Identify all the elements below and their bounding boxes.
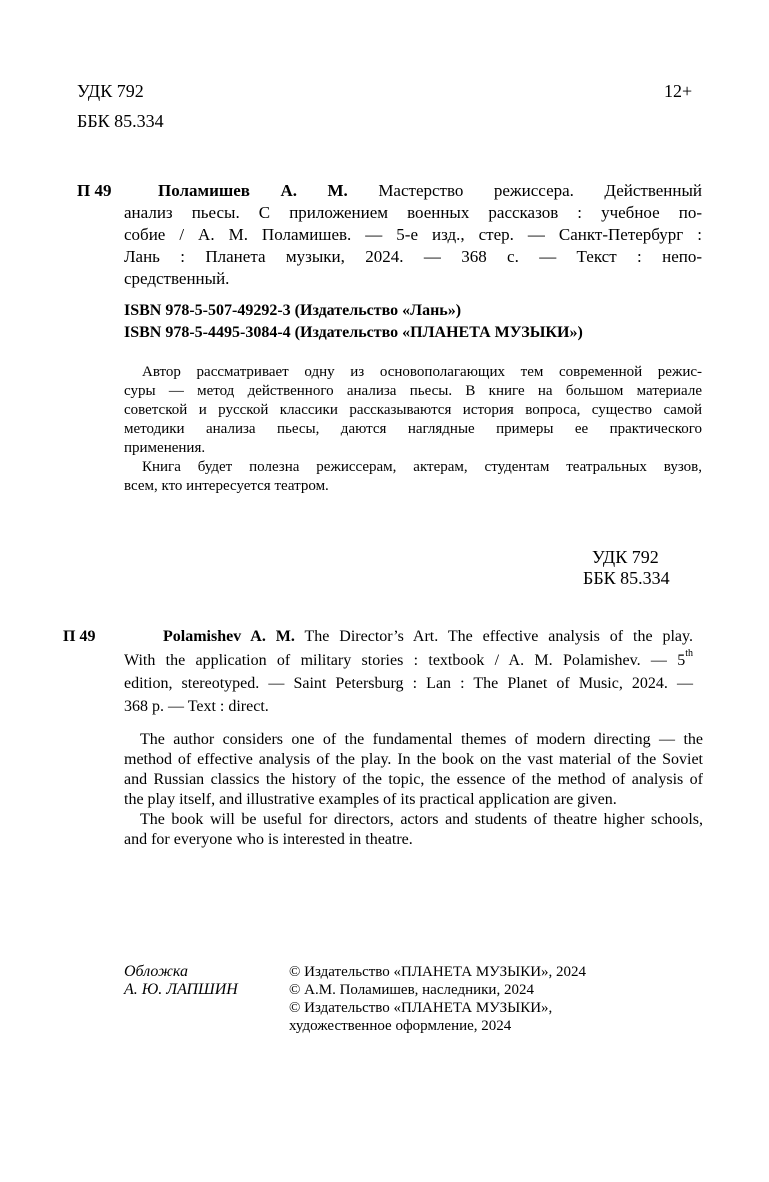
ru-first-line <box>158 180 702 202</box>
ru-index: П 49 <box>77 181 112 200</box>
ru-abstract <box>124 363 702 496</box>
en-desc-line: edition, stereotyped. — Saint Petersburg : Lan : The Planet of Music, 2024. — <box>124 675 693 692</box>
ru-desc-line: собие / А. М. Поламишев. — 5-е изд., стер. — Санкт-Петербург : <box>124 225 702 244</box>
en-abstract-line: and Russian classics the history of the topic, the essence of the method of analysis of <box>124 771 703 788</box>
copyright-line: © Издательство «ПЛАНЕТА МУЗЫКИ», <box>289 1000 553 1016</box>
ru-abstract-line: Автор рассматривает одну из основополагающих тем современной режис- <box>142 364 702 380</box>
ru-abstract-line: методики анализа пьесы, даются наглядные примеры ее практического <box>124 421 702 437</box>
en-desc-line: With the application of military stories : textbook / A. M. Polamishev. — 5 <box>124 652 686 669</box>
en-edition-sup: th <box>685 647 693 659</box>
cover-label: Обложка <box>124 963 188 980</box>
cover-artist: А. Ю. ЛАПШИН <box>124 981 238 998</box>
ru-desc-line: анализ пьесы. С приложением военных рассказов : учебное по- <box>124 203 702 222</box>
ru-abstract-line: советской и русской классики рассказываются история вопроса, существо самой <box>124 402 702 418</box>
en-title: The Director’s Art. The effective analysis of the play. <box>304 628 693 645</box>
ru-abstract-line: применения. <box>124 440 206 456</box>
copyright-line: © А.М. Поламишев, наследники, 2024 <box>289 982 534 998</box>
en-abstract <box>124 730 703 850</box>
copyright-block <box>289 963 586 1035</box>
udk-code: УДК 792 <box>77 81 144 101</box>
copyright-line: художественное оформление, 2024 <box>289 1018 512 1034</box>
ru-description <box>124 202 702 290</box>
en-abstract-line: and for everyone who is interested in theatre. <box>124 831 413 848</box>
en-abstract-line: The book will be useful for directors, actors and students of theatre higher schools, <box>140 811 703 828</box>
en-desc-line: 368 p. — Text : direct. <box>124 698 269 715</box>
ru-author: Поламишев А. М. <box>158 181 348 200</box>
en-description <box>124 649 693 718</box>
ru-desc-line: Лань : Планета музыки, 2024. — 368 с. — Текст : непо- <box>124 247 702 266</box>
ru-desc-line: средственный. <box>124 269 230 288</box>
ru-abstract-line: всем, кто интересуется театром. <box>124 478 329 494</box>
en-abstract-line: method of effective analysis of the play. In the book on the vast material of the Soviet <box>124 751 703 768</box>
bbk-code: ББК 85.334 <box>77 111 164 131</box>
en-index: П 49 <box>63 628 96 645</box>
copyright-line: © Издательство «ПЛАНЕТА МУЗЫКИ», 2024 <box>289 964 587 980</box>
isbn-planeta: ISBN 978-5-4495-3084-4 (Издательство «ПЛАНЕТА МУЗЫКИ») <box>124 324 583 341</box>
en-author: Polamishev A. M. <box>163 628 295 645</box>
en-abstract-line: The author considers one of the fundamental themes of modern directing — the <box>140 731 703 748</box>
en-udk-code: УДК 792 <box>592 547 659 567</box>
isbn-lan: ISBN 978-5-507-49292-3 (Издательство «Лань») <box>124 302 462 319</box>
en-first-line <box>163 627 693 647</box>
ru-abstract-line: суры — метод действенного анализа пьесы. В книге на большом материале <box>124 383 702 399</box>
en-abstract-line: the play itself, and illustrative examples of its practical application are given. <box>124 791 617 808</box>
age-rating: 12+ <box>664 81 693 101</box>
ru-desc-line: Мастерство режиссера. Действенный <box>378 181 703 200</box>
ru-abstract-line: Книга будет полезна режиссерам, актерам, студентам театральных вузов, <box>142 459 702 475</box>
en-bbk-code: ББК 85.334 <box>583 568 670 588</box>
